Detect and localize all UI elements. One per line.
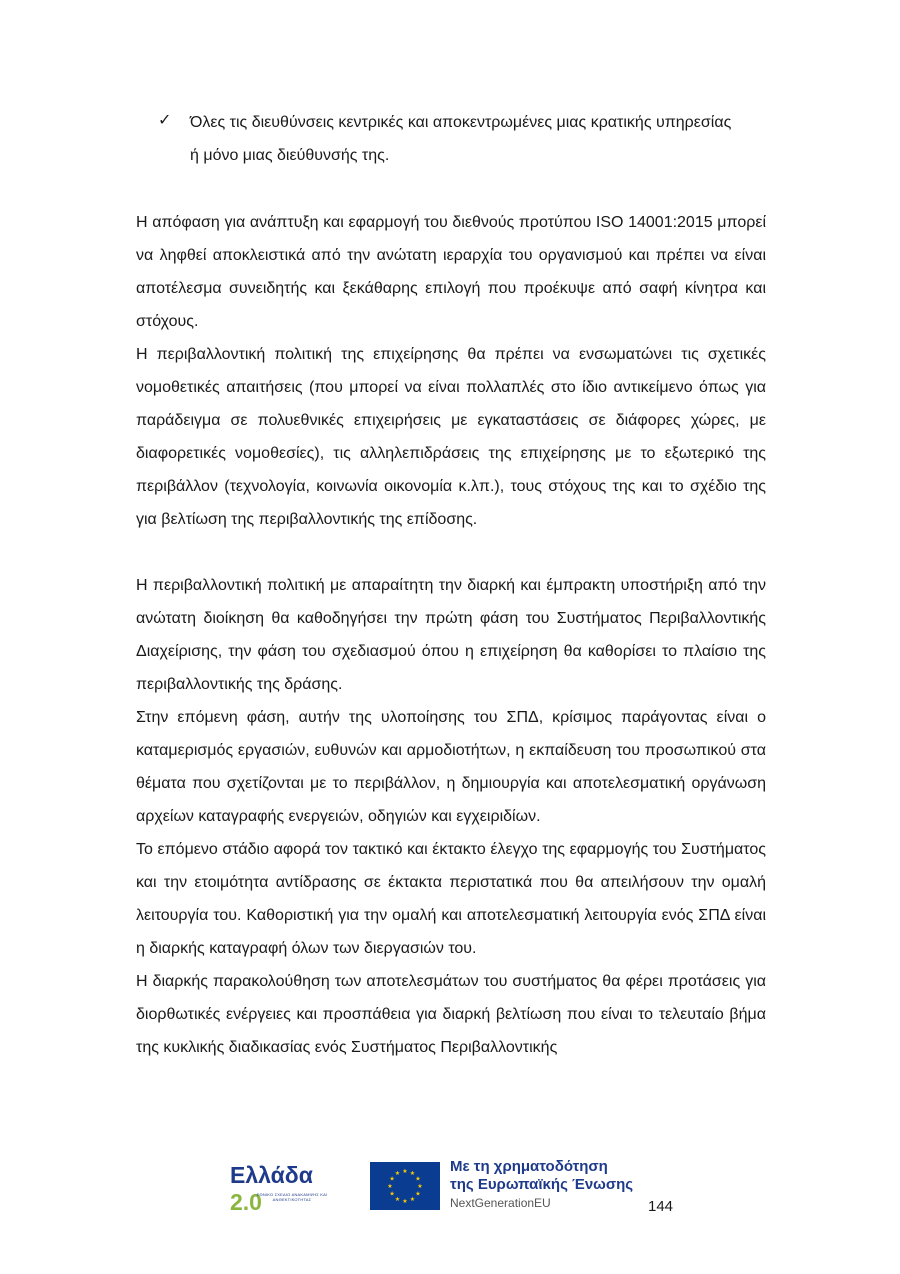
eu-flag-icon <box>370 1162 440 1210</box>
logo-word: Ελλάδα <box>230 1162 313 1188</box>
eu-star-icon: ★ <box>417 1184 423 1190</box>
bullet-line-1: Όλες τις διευθύνσεις κεντρικές και αποκεντρωμένες μιας κρατικής υπηρεσίας <box>190 114 732 131</box>
paragraph-5: Το επόμενο στάδιο αφορά τον τακτικό και έκτακτο έλεγχο της εφαρμογής του Συστήματος και την ετοιμότητα αντίδρασης σε έκτακτα περιστατικά που θα απειλήσουν την ομαλή λειτουργία του. Καθοριστική για την ομαλή και αποτελεσματική λειτουργία ενός ΣΠΔ είναι η διαρκής καταγραφή όλων των διεργασιών του. <box>136 841 766 957</box>
eu-star-icon: ★ <box>394 1171 401 1178</box>
eu-funding-text <box>450 1158 650 1212</box>
eu-star-icon: ★ <box>415 1176 421 1183</box>
paragraph-1: Η απόφαση για ανάπτυξη και εφαρμογή του διεθνούς προτύπου ISO 14001:2015 μπορεί να ληφθεί αποκλειστικά από την ανώτατη ιεραρχία του οργανισμού και πρέπει να είναι αποτέλεσμα συνειδητής και ξεκάθαρης επιλογή που προέκυψε από σαφή κίνητρα και στόχους. <box>136 214 766 330</box>
bullet-text <box>190 106 768 172</box>
greece-2-0-logo-title <box>230 1162 350 1216</box>
page-footer <box>0 1150 900 1230</box>
logo-subtitle: ΕΘΝΙΚΟ ΣΧΕΔΙΟ ΑΝΑΚΑΜΨΗΣ ΚΑΙ ΑΝΘΕΚΤΙΚΟΤΗΤΑΣ <box>256 1192 328 1202</box>
eu-funding-line-1: Με τη χρηματοδότηση <box>450 1158 608 1175</box>
eu-star-icon: ★ <box>409 1171 416 1178</box>
eu-star-icon: ★ <box>415 1191 421 1198</box>
paragraph-4: Στην επόμενη φάση, αυτήν της υλοποίησης του ΣΠΔ, κρίσιμος παράγοντας είναι ο καταμερισμός εργασιών, ευθυνών και αρμοδιοτήτων, η εκπαίδευση του προσωπικού στα θέματα που σχετίζονται με το περιβάλλον, η δημιουργία και αποτελεσματική οργάνωση αρχείων καταγραφής ενεργειών, οδηγιών και εγχειριδίων. <box>136 709 766 825</box>
eu-star-icon: ★ <box>389 1176 395 1183</box>
page-number: 144 <box>648 1198 674 1215</box>
eu-funding-line-3: NextGenerationEU <box>450 1196 551 1210</box>
eu-star-icon: ★ <box>402 1199 408 1205</box>
eu-star-icon: ★ <box>402 1169 408 1175</box>
eu-star-icon: ★ <box>389 1191 395 1198</box>
logo-number: 2.0 <box>230 1189 262 1215</box>
paragraph-2: Η περιβαλλοντική πολιτική της επιχείρησης θα πρέπει να ενσωματώνει τις σχετικές νομοθετικές απαιτήσεις (που μπορεί να είναι πολλαπλές στο ίδιο αντικείμενο όπως για παράδειγμα σε πολυεθνικές επιχειρήσεις με εγκαταστάσεις σε διάφορες χώρες, με διαφορετικές νομοθεσίες), τις αλληλεπιδράσεις της επιχείρησης με το εξωτερικό της περιβάλλον (τεχνολογία, κοινωνία οικονομία κ.λπ.), τους στόχους της και το σχέδιο της για βελτίωση της περιβαλλοντικής της επίδοσης. <box>136 346 766 528</box>
eu-funding-line-2: της Ευρωπαϊκής Ένωσης <box>450 1176 634 1193</box>
eu-star-icon: ★ <box>394 1196 401 1203</box>
paragraph-6: Η διαρκής παρακολούθηση των αποτελεσμάτων του συστήματος θα φέρει προτάσεις για διορθωτικές ενέργειες και προσπάθεια για διαρκή βελτίωση που είναι το τελευταίο βήμα της κυκλικής διαδικασίας ενός Συστήματος Περιβαλλοντικής <box>136 973 766 1056</box>
bullet-line-2: ή μόνο μιας διεύθυνσής της. <box>190 147 390 164</box>
paragraph-3: Η περιβαλλοντική πολιτική με απαραίτητη την διαρκή και έμπρακτη υποστήριξη από την ανώτατη διοίκηση θα καθοδηγήσει την πρώτη φάση του Συστήματος Περιβαλλοντικής Διαχείρισης, την φάση του σχεδιασμού όπου η επιχείρηση θα καθορίσει το πλαίσιο της περιβαλλοντικής της δράσης. <box>136 577 766 693</box>
checkmark-icon: ✓ <box>158 112 172 129</box>
eu-star-icon: ★ <box>387 1184 393 1190</box>
body-text <box>136 206 766 1064</box>
greece-2-0-logo <box>230 1162 350 1215</box>
eu-star-icon: ★ <box>409 1196 416 1203</box>
bullet-item <box>158 106 768 172</box>
